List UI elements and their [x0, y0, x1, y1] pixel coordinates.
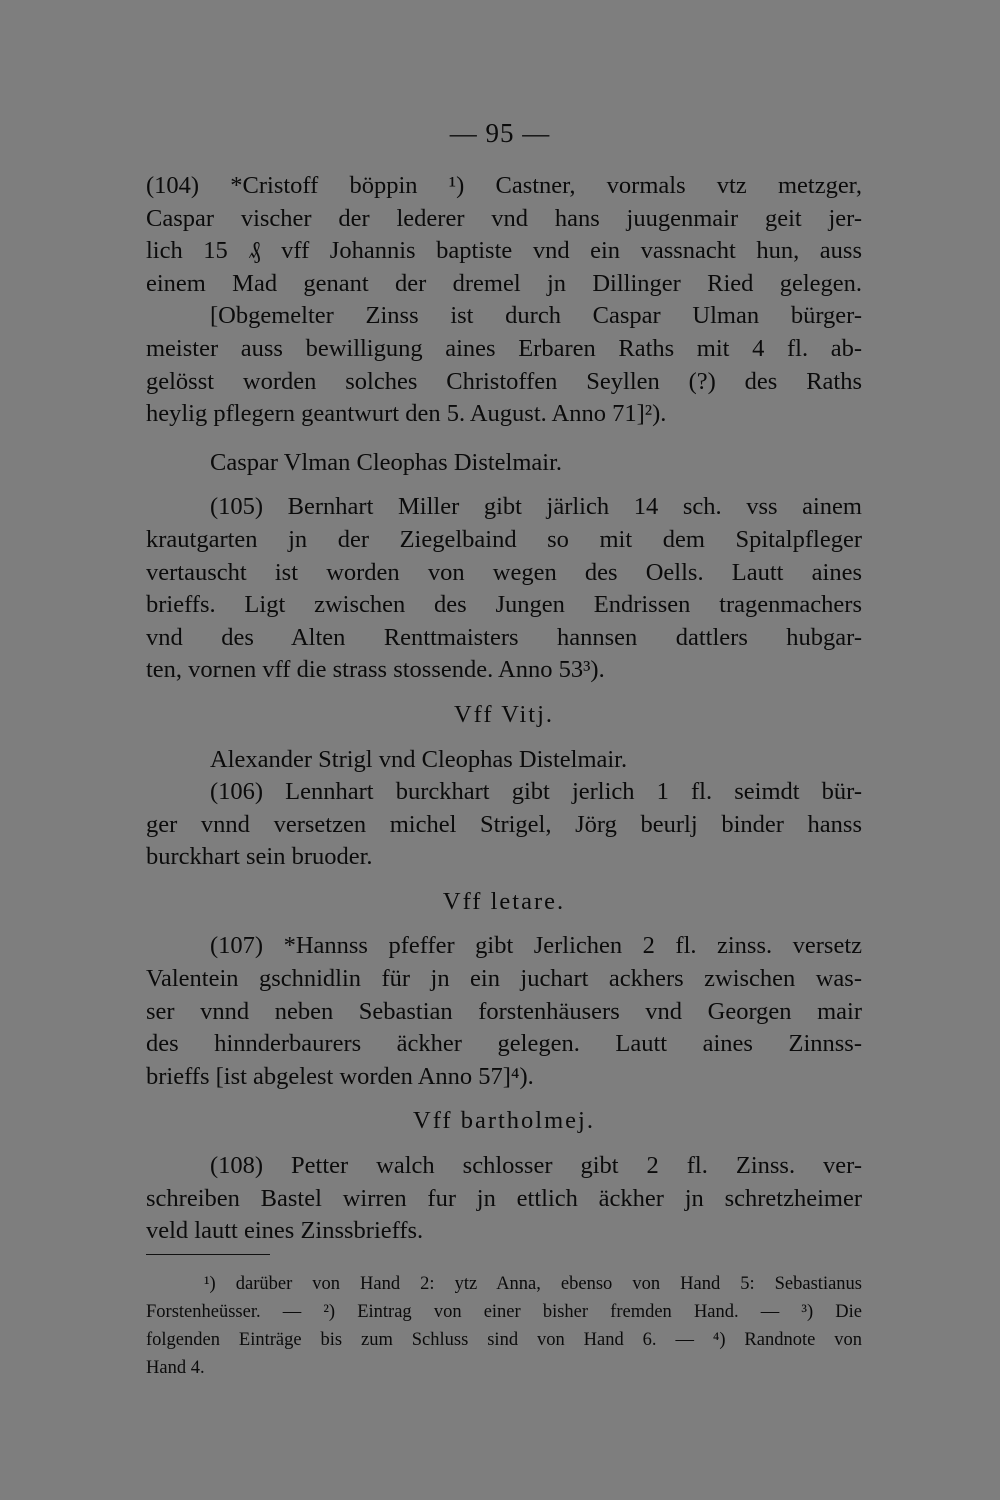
section-heading: Vff letare.: [442, 887, 566, 915]
footnote-line: Forstenheüsser. — ²) Eintrag von einer bisher fremden Hand. — ³) Die: [146, 1302, 862, 1322]
text-line: gelösst worden solches Christoffen Seyllen (?) des Raths: [146, 367, 862, 395]
text-line: veld lautt eines Zinssbrieffs.: [146, 1217, 424, 1245]
text-line: des hinnderbaurers äckher gelegen. Lautt aines Zinnss-: [146, 1030, 862, 1058]
text-line: Valentein gschnidlin für jn ein juchart ackhers zwischen was-: [146, 965, 862, 993]
text-line: (108) Petter walch schlosser gibt 2 fl. Zinss. ver-: [210, 1152, 862, 1180]
text-line: brieffs. Ligt zwischen des Jungen Endrissen tragenmachers: [146, 591, 862, 619]
text-line: (107) *Hannss pfeffer gibt Jerlichen 2 fl. zinss. versetz: [210, 932, 862, 960]
text-line: lich 15 ₰ vff Johannis baptiste vnd ein vassnacht hun, auss: [146, 237, 862, 265]
text-line: ser vnnd neben Sebastian forstenhäusers vnd Georgen mair: [146, 997, 862, 1025]
section-heading: Vff bartholmej.: [413, 1107, 595, 1135]
text-line: krautgarten jn der Ziegelbaind so mit dem Spitalpfleger: [146, 525, 862, 553]
text-line: ger vnnd versetzen michel Strigel, Jörg beurlj binder hanss: [146, 810, 862, 838]
page-number: — 95 —: [449, 118, 551, 148]
text-line: einem Mad genant der dremel jn Dillinger Ried gelegen.: [146, 269, 862, 297]
text-line: meister auss bewilligung aines Erbaren Raths mit 4 fl. ab-: [146, 334, 862, 362]
text-line: heylig pflegern geantwurt den 5. August. Anno 71]²).: [146, 400, 667, 428]
footnote-line: folgenden Einträge bis zum Schluss sind von Hand 6. — ⁴) Randnote von: [146, 1330, 862, 1350]
main-text: [146, 170, 862, 1248]
footnote-line: Hand 4.: [146, 1358, 205, 1378]
text-line: schreiben Bastel wirren fur jn ettlich äckher jn schretzheimer: [146, 1184, 862, 1212]
text-line: (105) Bernhart Miller gibt järlich 14 sch. vss ainem: [210, 493, 862, 521]
text-line: (104) *Cristoff böppin ¹) Castner, vormals vtz metzger,: [146, 172, 862, 199]
text-line: vertauscht ist worden von wegen des Oells. Lautt aines: [146, 558, 862, 586]
footnote-divider: [146, 1254, 270, 1255]
text-line: burckhart sein bruoder.: [146, 843, 373, 871]
footnotes: [146, 1270, 862, 1382]
signature-line: Caspar Vlman Cleophas Distelmair.: [210, 448, 563, 476]
text-line: ten, vornen vff die strass stossende. Anno 53³).: [146, 656, 605, 684]
text-line: Caspar vischer der lederer vnd hans juugenmair geit jer-: [146, 204, 862, 232]
text-line: (106) Lennhart burckhart gibt jerlich 1 fl. seimdt bür-: [210, 778, 862, 806]
text-line: [Obgemelter Zinss ist durch Caspar Ulman bürger-: [210, 302, 862, 330]
signature-line: Alexander Strigl vnd Cleophas Distelmair.: [210, 745, 628, 773]
section-heading: Vff Vitj.: [453, 700, 555, 728]
footnote-line: ¹) darüber von Hand 2: ytz Anna, ebenso von Hand 5: Sebastianus: [204, 1274, 862, 1294]
text-line: brieffs [ist abgelest worden Anno 57]⁴).: [146, 1062, 534, 1090]
text-line: vnd des Alten Renttmaisters hannsen dattlers hubgar-: [146, 623, 862, 651]
